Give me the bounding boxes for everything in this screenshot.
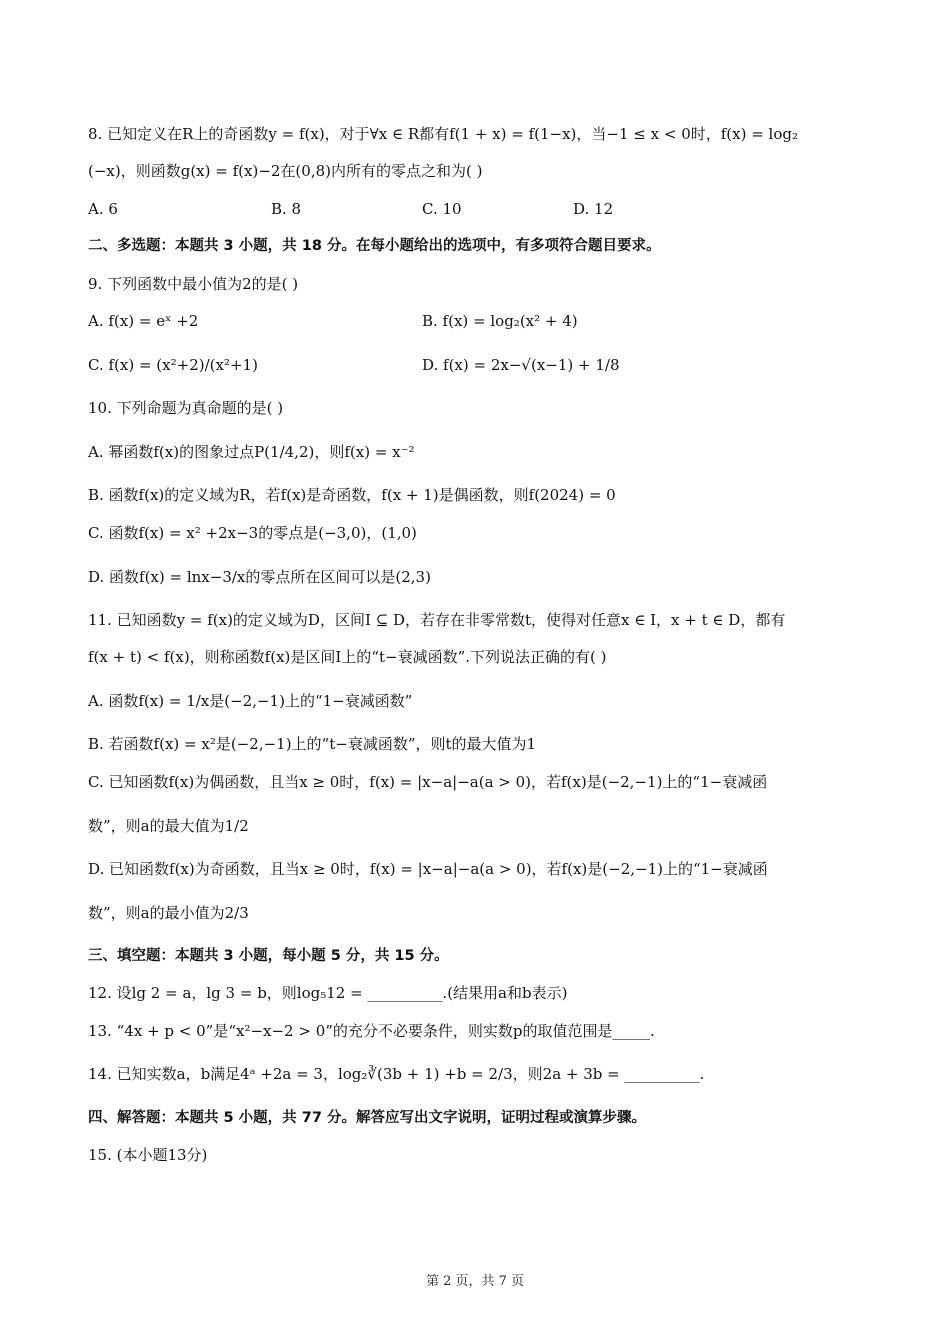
q10-option-d: D. 函数f(x) = lnx−3/x的零点所在区间可以是(2,3) (88, 568, 431, 586)
q11-option-a: A. 函数f(x) = 1/x是(−2,−1)上的“1−衰减函数” (88, 692, 413, 710)
q10-option-a: A. 幂函数f(x)的图象过点P(1/4,2)，则f(x) = x⁻² (88, 443, 415, 461)
q8-option-a: A. 6 (88, 200, 118, 218)
q9-option-d: D. f(x) = 2x−√(x−1) + 1/8 (422, 356, 620, 374)
q11-line1: 11. 已知函数y = f(x)的定义域为D，区间I ⊆ D，若存在非零常数t，使得对任意x ∈ I，x + t ∈ D，都有 (88, 611, 786, 629)
q8-line1: 8. 已知定义在R上的奇函数y = f(x)，对于∀x ∈ R都有f(1 + x) = f(1−x)，当−1 ≤ x < 0时，f(x) = log₂ (88, 125, 798, 143)
section-4-heading: 四、解答题：本题共 5 小题，共 77 分。解答应写出文字说明，证明过程或演算步骤。 (88, 1110, 646, 1126)
section-2-heading: 二、多选题：本题共 3 小题，共 18 分。在每小题给出的选项中，有多项符合题目要求。 (88, 238, 661, 254)
q11-option-c-line1: C. 已知函数f(x)为偶函数，且当x ≥ 0时，f(x) = |x−a|−a(a > 0)，若f(x)是(−2,−1)上的“1−衰减函 (88, 773, 768, 791)
q15-heading: 15. (本小题13分) (88, 1146, 208, 1164)
q9-stem: 9. 下列函数中最小值为2的是( ) (88, 275, 299, 293)
q10-option-c: C. 函数f(x) = x² +2x−3的零点是(−3,0)，(1,0) (88, 524, 417, 542)
q11-option-d-line1: D. 已知函数f(x)为奇函数，且当x ≥ 0时，f(x) = |x−a|−a(a > 0)，若f(x)是(−2,−1)上的“1−衰减函 (88, 860, 768, 878)
section-3-heading: 三、填空题：本题共 3 小题，每小题 5 分，共 15 分。 (88, 948, 449, 964)
q11-option-b: B. 若函数f(x) = x²是(−2,−1)上的“t−衰减函数”，则t的最大值为1 (88, 735, 537, 753)
q9-option-b: B. f(x) = log₂(x² + 4) (422, 312, 578, 330)
q8-option-d: D. 12 (573, 200, 614, 218)
q9-option-a: A. f(x) = eˣ +2 (88, 312, 199, 330)
q10-option-b: B. 函数f(x)的定义域为R，若f(x)是奇函数，f(x + 1)是偶函数，则f(2024) = 0 (88, 486, 616, 504)
q8-option-c: C. 10 (422, 200, 462, 218)
q12: 12. 设lg 2 = a，lg 3 = b，则log₅12 = __________.(结果用a和b表示) (88, 984, 568, 1002)
q11-line2: f(x + t) < f(x)，则称函数f(x)是区间I上的“t−衰减函数”.下列说法正确的有( ) (88, 648, 607, 666)
q10-stem: 10. 下列命题为真命题的是( ) (88, 399, 284, 417)
page-footer: 第 2 页，共 7 页 (425, 1274, 525, 1289)
q9-option-c: C. f(x) = (x²+2)/(x²+1) (88, 356, 258, 374)
q11-option-d-line2: 数”，则a的最小值为2/3 (88, 904, 249, 922)
q11-option-c-line2: 数”，则a的最大值为1/2 (88, 817, 249, 835)
q14: 14. 已知实数a，b满足4ᵃ +2a = 3，log₂∛(3b + 1) +b = 2/3，则2a + 3b = __________. (88, 1065, 705, 1083)
q8-line2: (−x)，则函数g(x) = f(x)−2在(0,8)内所有的零点之和为( ) (88, 162, 483, 180)
q13: 13. “4x + p < 0”是“x²−x−2 > 0”的充分不必要条件，则实数p的取值范围是_____. (88, 1022, 655, 1040)
q8-option-b: B. 8 (271, 200, 302, 218)
